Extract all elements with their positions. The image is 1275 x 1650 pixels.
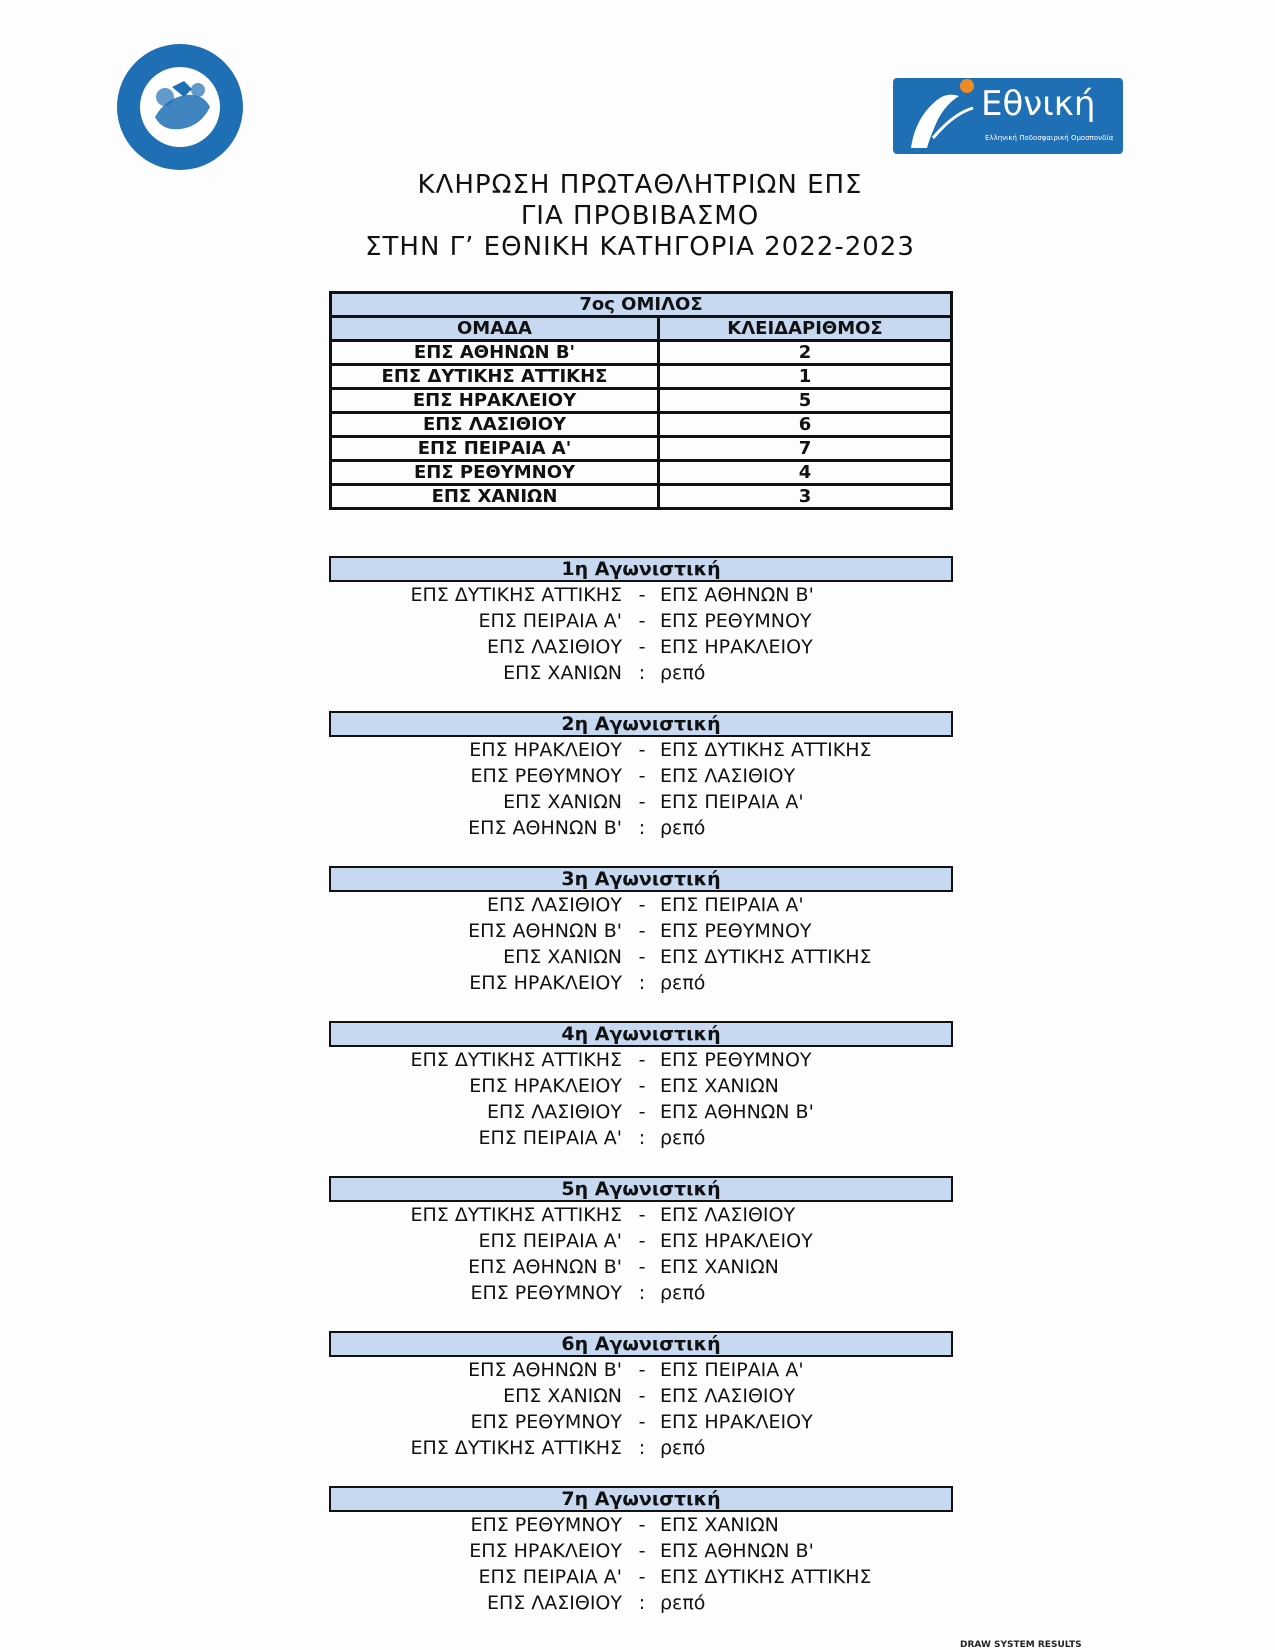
table-row <box>331 485 952 509</box>
match-row <box>329 1383 953 1409</box>
hff-seal-logo <box>110 42 250 172</box>
home-team: ΕΠΣ ΛΑΣΙΘΙΟΥ <box>486 894 622 916</box>
table-row <box>331 365 952 389</box>
away-team: ΕΠΣ ΛΑΣΙΘΙΟΥ <box>660 1204 796 1226</box>
away-team: ΕΠΣ ΑΘΗΝΩΝ Β' <box>660 1540 814 1562</box>
match-separator: - <box>638 1230 646 1252</box>
match-row <box>329 1435 953 1461</box>
match-row <box>329 1590 953 1616</box>
home-team: ΕΠΣ ΧΑΝΙΩΝ <box>503 1385 622 1407</box>
match-row <box>329 1228 953 1254</box>
match-separator: : <box>638 972 646 994</box>
home-team: ΕΠΣ ΠΕΙΡΑΙΑ Α' <box>478 1127 622 1149</box>
key-cell: 7 <box>659 437 952 461</box>
match-separator: : <box>638 662 646 684</box>
match-separator: : <box>638 1592 646 1614</box>
table-row <box>331 413 952 437</box>
match-separator: - <box>638 739 646 761</box>
match-separator: - <box>638 765 646 787</box>
home-team: ΕΠΣ ΔΥΤΙΚΗΣ ΑΤΤΙΚΗΣ <box>410 1049 622 1071</box>
round-5 <box>329 1176 953 1306</box>
key-cell: 6 <box>659 413 952 437</box>
away-team: ΕΠΣ ΛΑΣΙΘΙΟΥ <box>660 765 796 787</box>
match-row <box>329 763 953 789</box>
group-name: 7ος ΟΜΙΛΟΣ <box>331 293 952 317</box>
away-team: ΕΠΣ ΔΥΤΙΚΗΣ ΑΤΤΙΚΗΣ <box>660 739 872 761</box>
home-team: ΕΠΣ ΗΡΑΚΛΕΙΟΥ <box>469 1540 622 1562</box>
match-row <box>329 1047 953 1073</box>
title-line-1: ΚΛΗΡΩΣΗ ΠΡΩΤΑΘΛΗΤΡΙΩΝ ΕΠΣ <box>417 170 863 200</box>
match-row <box>329 1202 953 1228</box>
home-team: ΕΠΣ ΑΘΗΝΩΝ Β' <box>468 817 622 839</box>
away-team: ΕΠΣ ΑΘΗΝΩΝ Β' <box>660 584 814 606</box>
match-separator: - <box>638 1540 646 1562</box>
match-row <box>329 582 953 608</box>
match-row <box>329 789 953 815</box>
key-cell: 5 <box>659 389 952 413</box>
match-separator: - <box>638 894 646 916</box>
away-team: ΕΠΣ ΔΥΤΙΚΗΣ ΑΤΤΙΚΗΣ <box>660 1566 872 1588</box>
group-table <box>329 291 953 510</box>
round-title: 5η Αγωνιστική <box>329 1176 953 1202</box>
away-team: ρεπό <box>660 1592 706 1614</box>
match-separator: - <box>638 1256 646 1278</box>
ethniki-logo-subtitle: Ελληνική Ποδοσφαιρική Ομοσπονδία <box>985 134 1114 142</box>
match-row <box>329 1512 953 1538</box>
away-team: ΕΠΣ ΡΕΘΥΜΝΟΥ <box>660 610 812 632</box>
match-row <box>329 1073 953 1099</box>
home-team: ΕΠΣ ΡΕΘΥΜΝΟΥ <box>470 1514 622 1536</box>
match-separator: - <box>638 1566 646 1588</box>
round-title: 3η Αγωνιστική <box>329 866 953 892</box>
match-row <box>329 918 953 944</box>
home-team: ΕΠΣ ΔΥΤΙΚΗΣ ΑΤΤΙΚΗΣ <box>410 584 622 606</box>
away-team: ρεπό <box>660 972 706 994</box>
home-team: ΕΠΣ ΑΘΗΝΩΝ Β' <box>468 1256 622 1278</box>
away-team: ΕΠΣ ΧΑΝΙΩΝ <box>660 1256 779 1278</box>
away-team: ΕΠΣ ΡΕΘΥΜΝΟΥ <box>660 1049 812 1071</box>
match-row <box>329 970 953 996</box>
table-row <box>331 437 952 461</box>
match-row <box>329 1099 953 1125</box>
match-row <box>329 608 953 634</box>
table-row <box>331 461 952 485</box>
home-team: ΕΠΣ ΛΑΣΙΘΙΟΥ <box>486 1592 622 1614</box>
round-6 <box>329 1331 953 1461</box>
table-row <box>331 341 952 365</box>
match-row <box>329 815 953 841</box>
match-separator: - <box>638 946 646 968</box>
team-cell: ΕΠΣ ΡΕΘΥΜΝΟΥ <box>331 461 659 485</box>
away-team: ΕΠΣ ΑΘΗΝΩΝ Β' <box>660 1101 814 1123</box>
away-team: ΕΠΣ ΧΑΝΙΩΝ <box>660 1075 779 1097</box>
match-separator: - <box>638 791 646 813</box>
match-row <box>329 1357 953 1383</box>
team-cell: ΕΠΣ ΠΕΙΡΑΙΑ Α' <box>331 437 659 461</box>
away-team: ρεπό <box>660 1437 706 1459</box>
match-separator: - <box>638 584 646 606</box>
match-separator: - <box>638 1075 646 1097</box>
team-cell: ΕΠΣ ΗΡΑΚΛΕΙΟΥ <box>331 389 659 413</box>
home-team: ΕΠΣ ΔΥΤΙΚΗΣ ΑΤΤΙΚΗΣ <box>410 1437 622 1459</box>
match-separator: - <box>638 610 646 632</box>
home-team: ΕΠΣ ΗΡΑΚΛΕΙΟΥ <box>469 739 622 761</box>
home-team: ΕΠΣ ΗΡΑΚΛΕΙΟΥ <box>469 1075 622 1097</box>
ethniki-logo <box>893 78 1123 154</box>
home-team: ΕΠΣ ΡΕΘΥΜΝΟΥ <box>470 1282 622 1304</box>
match-row <box>329 1409 953 1435</box>
round-title: 7η Αγωνιστική <box>329 1486 953 1512</box>
away-team: ρεπό <box>660 1282 706 1304</box>
match-separator: - <box>638 920 646 942</box>
away-team: ρεπό <box>660 1127 706 1149</box>
round-title: 2η Αγωνιστική <box>329 711 953 737</box>
match-separator: : <box>638 817 646 839</box>
home-team: ΕΠΣ ΑΘΗΝΩΝ Β' <box>468 920 622 942</box>
away-team: ΕΠΣ ΡΕΘΥΜΝΟΥ <box>660 920 812 942</box>
col-key-header: ΚΛΕΙΔΑΡΙΘΜΟΣ <box>659 317 952 341</box>
title-line-2: ΓΙΑ ΠΡΟΒΙΒΑΣΜΟ <box>520 201 760 231</box>
away-team: ρεπό <box>660 817 706 839</box>
round-4 <box>329 1021 953 1151</box>
home-team: ΕΠΣ ΧΑΝΙΩΝ <box>503 946 622 968</box>
away-team: ΕΠΣ ΗΡΑΚΛΕΙΟΥ <box>660 636 813 658</box>
away-team: ΕΠΣ ΠΕΙΡΑΙΑ Α' <box>660 894 804 916</box>
home-team: ΕΠΣ ΧΑΝΙΩΝ <box>503 662 622 684</box>
home-team: ΕΠΣ ΧΑΝΙΩΝ <box>503 791 622 813</box>
round-2 <box>329 711 953 841</box>
match-separator: : <box>638 1127 646 1149</box>
col-team-header: ΟΜΑΔΑ <box>331 317 659 341</box>
match-separator: - <box>638 1049 646 1071</box>
match-row <box>329 737 953 763</box>
document-title <box>290 170 990 263</box>
match-separator: : <box>638 1282 646 1304</box>
away-team: ΕΠΣ ΠΕΙΡΑΙΑ Α' <box>660 1359 804 1381</box>
home-team: ΕΠΣ ΔΥΤΙΚΗΣ ΑΤΤΙΚΗΣ <box>410 1204 622 1226</box>
away-team: ΕΠΣ ΗΡΑΚΛΕΙΟΥ <box>660 1230 813 1252</box>
match-separator: : <box>638 1437 646 1459</box>
away-team: ΕΠΣ ΗΡΑΚΛΕΙΟΥ <box>660 1411 813 1433</box>
match-separator: - <box>638 1514 646 1536</box>
home-team: ΕΠΣ ΡΕΘΥΜΝΟΥ <box>470 1411 622 1433</box>
match-separator: - <box>638 1204 646 1226</box>
home-team: ΕΠΣ ΛΑΣΙΘΙΟΥ <box>486 1101 622 1123</box>
home-team: ΕΠΣ ΑΘΗΝΩΝ Β' <box>468 1359 622 1381</box>
team-cell: ΕΠΣ ΧΑΝΙΩΝ <box>331 485 659 509</box>
away-team: ΕΠΣ ΧΑΝΙΩΝ <box>660 1514 779 1536</box>
home-team: ΕΠΣ ΠΕΙΡΑΙΑ Α' <box>478 610 622 632</box>
round-title: 6η Αγωνιστική <box>329 1331 953 1357</box>
match-separator: - <box>638 1411 646 1433</box>
match-separator: - <box>638 636 646 658</box>
match-row <box>329 1280 953 1306</box>
round-3 <box>329 866 953 996</box>
round-title: 4η Αγωνιστική <box>329 1021 953 1047</box>
home-team: ΕΠΣ ΠΕΙΡΑΙΑ Α' <box>478 1566 622 1588</box>
home-team: ΕΠΣ ΛΑΣΙΘΙΟΥ <box>486 636 622 658</box>
team-cell: ΕΠΣ ΛΑΣΙΘΙΟΥ <box>331 413 659 437</box>
match-row <box>329 1564 953 1590</box>
title-line-3: ΣΤΗΝ Γ’ ΕΘΝΙΚΗ ΚΑΤΗΓΟΡΙΑ 2022-2023 <box>365 232 915 262</box>
match-row <box>329 660 953 686</box>
footer-text: DRAW SYSTEM RESULTS <box>960 1640 1082 1650</box>
home-team: ΕΠΣ ΡΕΘΥΜΝΟΥ <box>470 765 622 787</box>
match-row <box>329 944 953 970</box>
match-row <box>329 1254 953 1280</box>
away-team: ρεπό <box>660 662 706 684</box>
team-cell: ΕΠΣ ΔΥΤΙΚΗΣ ΑΤΤΙΚΗΣ <box>331 365 659 389</box>
round-title: 1η Αγωνιστική <box>329 556 953 582</box>
table-row <box>331 389 952 413</box>
ethniki-logo-title: Εθνική <box>981 84 1096 124</box>
away-team: ΕΠΣ ΛΑΣΙΘΙΟΥ <box>660 1385 796 1407</box>
match-row <box>329 892 953 918</box>
away-team: ΕΠΣ ΔΥΤΙΚΗΣ ΑΤΤΙΚΗΣ <box>660 946 872 968</box>
match-row <box>329 1125 953 1151</box>
team-cell: ΕΠΣ ΑΘΗΝΩΝ Β' <box>331 341 659 365</box>
key-cell: 1 <box>659 365 952 389</box>
match-separator: - <box>638 1385 646 1407</box>
round-7 <box>329 1486 953 1616</box>
match-separator: - <box>638 1359 646 1381</box>
match-row <box>329 634 953 660</box>
key-cell: 2 <box>659 341 952 365</box>
key-cell: 4 <box>659 461 952 485</box>
match-separator: - <box>638 1101 646 1123</box>
away-team: ΕΠΣ ΠΕΙΡΑΙΑ Α' <box>660 791 804 813</box>
home-team: ΕΠΣ ΠΕΙΡΑΙΑ Α' <box>478 1230 622 1252</box>
round-1 <box>329 556 953 686</box>
key-cell: 3 <box>659 485 952 509</box>
match-row <box>329 1538 953 1564</box>
home-team: ΕΠΣ ΗΡΑΚΛΕΙΟΥ <box>469 972 622 994</box>
